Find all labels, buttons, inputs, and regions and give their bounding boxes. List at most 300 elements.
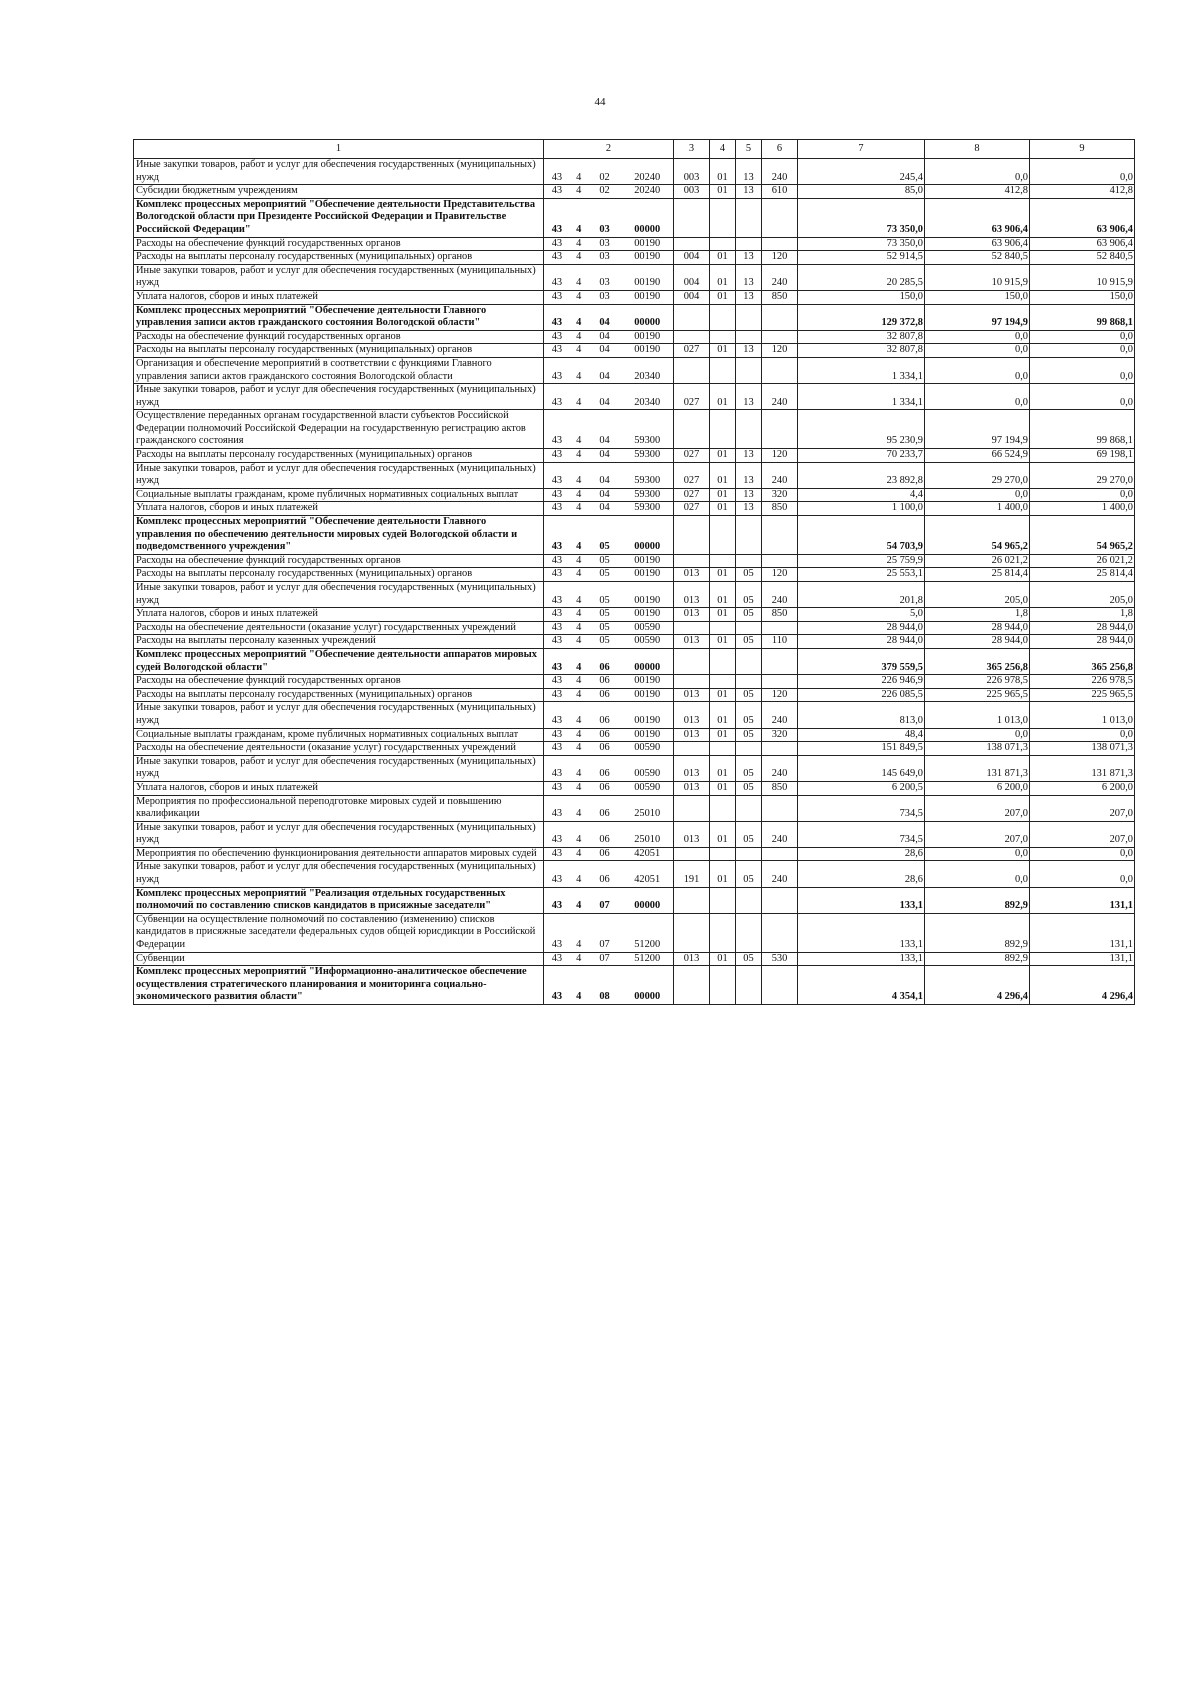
section-code	[710, 795, 736, 821]
program-code-part: 06	[599, 742, 610, 754]
program-code-part: 43	[551, 396, 563, 408]
amount-col9: 225 965,5	[1030, 688, 1135, 702]
table-row	[134, 462, 1135, 488]
table-row	[134, 344, 1135, 358]
row-name: Субсидии бюджетным учреждениям	[134, 185, 544, 199]
program-code-part: 4	[576, 661, 582, 673]
subsection-code	[736, 198, 762, 237]
program-code-part: 43	[551, 488, 563, 500]
program-code-part: 06	[599, 808, 610, 820]
expense-type-code	[762, 913, 798, 952]
section-code: 01	[710, 159, 736, 185]
amount-col8: 150,0	[925, 290, 1030, 304]
table-row	[134, 728, 1135, 742]
amount-col7: 734,5	[798, 821, 925, 847]
ministry-code: 027	[674, 449, 710, 463]
program-code	[544, 755, 674, 781]
column-header: 6	[762, 140, 798, 159]
section-code	[710, 887, 736, 913]
table-row	[134, 357, 1135, 383]
ministry-code	[674, 330, 710, 344]
table-row	[134, 568, 1135, 582]
amount-col8: 97 194,9	[925, 410, 1030, 449]
program-code-part: 4	[576, 396, 582, 408]
expense-type-code	[762, 357, 798, 383]
row-name: Иные закупки товаров, работ и услуг для обеспечения государственных (муниципальных) нужд	[134, 755, 544, 781]
program-code-part: 00190	[634, 728, 661, 740]
expense-type-code	[762, 795, 798, 821]
row-name: Расходы на выплаты персоналу государственных (муниципальных) органов	[134, 688, 544, 702]
program-code-part: 05	[599, 594, 610, 606]
expense-type-code	[762, 966, 798, 1005]
ministry-code: 013	[674, 755, 710, 781]
row-name: Уплата налогов, сборов и иных платежей	[134, 781, 544, 795]
amount-col9: 205,0	[1030, 582, 1135, 608]
program-code-part: 04	[599, 396, 610, 408]
program-code	[544, 821, 674, 847]
section-code	[710, 847, 736, 861]
program-code	[544, 410, 674, 449]
subsection-code	[736, 516, 762, 555]
amount-col8: 138 071,3	[925, 742, 1030, 756]
table-row	[134, 198, 1135, 237]
amount-col9: 0,0	[1030, 847, 1135, 861]
amount-col8: 412,8	[925, 185, 1030, 199]
program-code-part: 05	[599, 554, 610, 566]
subsection-code: 13	[736, 185, 762, 199]
expense-type-code: 120	[762, 688, 798, 702]
subsection-code	[736, 554, 762, 568]
amount-col7: 28 944,0	[798, 635, 925, 649]
table-row	[134, 410, 1135, 449]
program-code-part: 42051	[634, 847, 661, 859]
section-code	[710, 621, 736, 635]
ministry-code	[674, 966, 710, 1005]
program-code-part: 42051	[634, 874, 661, 886]
ministry-code: 013	[674, 608, 710, 622]
column-header: 4	[710, 140, 736, 159]
program-code-part: 43	[551, 502, 563, 514]
expense-type-code	[762, 887, 798, 913]
ministry-code: 027	[674, 384, 710, 410]
table-row	[134, 304, 1135, 330]
ministry-code: 027	[674, 344, 710, 358]
amount-col7: 32 807,8	[798, 344, 925, 358]
table-row	[134, 952, 1135, 966]
program-code	[544, 582, 674, 608]
expense-type-code: 240	[762, 582, 798, 608]
program-code-part: 03	[599, 290, 610, 302]
program-code-part: 25010	[634, 834, 661, 846]
program-code-part: 43	[551, 171, 563, 183]
program-code-part: 4	[576, 237, 582, 249]
table-row	[134, 913, 1135, 952]
ministry-code: 004	[674, 251, 710, 265]
amount-col7: 32 807,8	[798, 330, 925, 344]
program-code-part: 00000	[634, 900, 661, 912]
column-header: 7	[798, 140, 925, 159]
ministry-code: 013	[674, 582, 710, 608]
amount-col7: 85,0	[798, 185, 925, 199]
program-code-part: 00190	[634, 344, 661, 356]
ministry-code	[674, 554, 710, 568]
amount-col9: 99 868,1	[1030, 304, 1135, 330]
expense-type-code: 240	[762, 821, 798, 847]
subsection-code	[736, 330, 762, 344]
program-code-part: 04	[599, 370, 610, 382]
amount-col9: 131 871,3	[1030, 755, 1135, 781]
amount-col8: 1 013,0	[925, 702, 1030, 728]
program-code-part: 05	[599, 621, 610, 633]
subsection-code: 13	[736, 462, 762, 488]
program-code-part: 00190	[634, 714, 661, 726]
subsection-code: 13	[736, 290, 762, 304]
program-code	[544, 488, 674, 502]
amount-col9: 207,0	[1030, 821, 1135, 847]
row-name: Комплекс процессных мероприятий "Информационно-аналитическое обеспечение осуществления стратегического планирования и мониторинга социально-экономического развития области"	[134, 966, 544, 1005]
amount-col9: 25 814,4	[1030, 568, 1135, 582]
subsection-code: 05	[736, 688, 762, 702]
program-code-part: 06	[599, 834, 610, 846]
section-code	[710, 648, 736, 674]
amount-col8: 28 944,0	[925, 635, 1030, 649]
row-name: Расходы на обеспечение деятельности (оказание услуг) государственных учреждений	[134, 742, 544, 756]
expense-type-code	[762, 554, 798, 568]
section-code	[710, 237, 736, 251]
amount-col9: 131,1	[1030, 887, 1135, 913]
amount-col9: 412,8	[1030, 185, 1135, 199]
amount-col7: 4,4	[798, 488, 925, 502]
program-code	[544, 648, 674, 674]
amount-col9: 4 296,4	[1030, 966, 1135, 1005]
expense-type-code: 110	[762, 635, 798, 649]
section-code: 01	[710, 952, 736, 966]
subsection-code: 13	[736, 159, 762, 185]
amount-col9: 0,0	[1030, 357, 1135, 383]
program-code-part: 00190	[634, 251, 661, 263]
program-code	[544, 861, 674, 887]
row-name: Иные закупки товаров, работ и услуг для обеспечения государственных (муниципальных) нужд	[134, 821, 544, 847]
program-code	[544, 502, 674, 516]
program-code-part: 00000	[634, 223, 661, 235]
program-code-part: 00190	[634, 568, 661, 580]
amount-col8: 205,0	[925, 582, 1030, 608]
program-code	[544, 554, 674, 568]
subsection-code: 13	[736, 502, 762, 516]
program-code	[544, 742, 674, 756]
section-code: 01	[710, 702, 736, 728]
table-row	[134, 554, 1135, 568]
table-body	[134, 159, 1135, 1005]
amount-col8: 226 978,5	[925, 675, 1030, 689]
expense-type-code	[762, 198, 798, 237]
amount-col9: 207,0	[1030, 795, 1135, 821]
program-code-part: 00000	[634, 317, 661, 329]
program-code-part: 4	[576, 874, 582, 886]
row-name: Иные закупки товаров, работ и услуг для обеспечения государственных (муниципальных) нужд	[134, 264, 544, 290]
program-code-part: 43	[551, 608, 563, 620]
program-code	[544, 847, 674, 861]
row-name: Расходы на выплаты персоналу государственных (муниципальных) органов	[134, 251, 544, 265]
section-code: 01	[710, 251, 736, 265]
column-header: 3	[674, 140, 710, 159]
program-code	[544, 159, 674, 185]
subsection-code: 05	[736, 582, 762, 608]
section-code	[710, 516, 736, 555]
amount-col7: 54 703,9	[798, 516, 925, 555]
amount-col7: 151 849,5	[798, 742, 925, 756]
program-code-part: 43	[551, 621, 563, 633]
program-code-part: 03	[599, 277, 610, 289]
amount-col8: 1,8	[925, 608, 1030, 622]
amount-col8: 28 944,0	[925, 621, 1030, 635]
amount-col8: 0,0	[925, 847, 1030, 861]
expense-type-code	[762, 675, 798, 689]
ministry-code	[674, 675, 710, 689]
program-code	[544, 304, 674, 330]
amount-col9: 99 868,1	[1030, 410, 1135, 449]
subsection-code: 05	[736, 781, 762, 795]
amount-col9: 28 944,0	[1030, 635, 1135, 649]
program-code-part: 06	[599, 714, 610, 726]
row-name: Расходы на обеспечение функций государственных органов	[134, 554, 544, 568]
program-code-part: 43	[551, 661, 563, 673]
amount-col7: 150,0	[798, 290, 925, 304]
section-code: 01	[710, 568, 736, 582]
program-code-part: 04	[599, 488, 610, 500]
table-row	[134, 861, 1135, 887]
program-code-part: 43	[551, 714, 563, 726]
expense-type-code: 240	[762, 755, 798, 781]
program-code-part: 43	[551, 449, 563, 461]
program-code-part: 00190	[634, 608, 661, 620]
row-name: Расходы на выплаты персоналу государственных (муниципальных) органов	[134, 449, 544, 463]
amount-col9: 52 840,5	[1030, 251, 1135, 265]
program-code-part: 04	[599, 344, 610, 356]
section-code: 01	[710, 688, 736, 702]
program-code-part: 00590	[634, 742, 661, 754]
program-code-part: 43	[551, 900, 563, 912]
program-code	[544, 384, 674, 410]
amount-col9: 28 944,0	[1030, 621, 1135, 635]
subsection-code	[736, 913, 762, 952]
subsection-code	[736, 742, 762, 756]
row-name: Расходы на обеспечение функций государственных органов	[134, 675, 544, 689]
program-code-part: 4	[576, 185, 582, 197]
expense-type-code: 240	[762, 861, 798, 887]
program-code-part: 59300	[634, 502, 661, 514]
amount-col8: 26 021,2	[925, 554, 1030, 568]
section-code: 01	[710, 635, 736, 649]
row-name: Комплекс процессных мероприятий "Обеспечение деятельности Главного управления по обеспечению деятельности мировых судей Вологодской области и подведомственного учреждения"	[134, 516, 544, 555]
subsection-code: 05	[736, 728, 762, 742]
expense-type-code: 240	[762, 264, 798, 290]
amount-col7: 28 944,0	[798, 621, 925, 635]
row-name: Иные закупки товаров, работ и услуг для обеспечения государственных (муниципальных) нужд	[134, 384, 544, 410]
program-code-part: 00000	[634, 991, 661, 1003]
table-row	[134, 887, 1135, 913]
program-code-part: 00590	[634, 768, 661, 780]
amount-col8: 52 840,5	[925, 251, 1030, 265]
program-code-part: 43	[551, 251, 563, 263]
program-code-part: 4	[576, 449, 582, 461]
program-code-part: 25010	[634, 808, 661, 820]
program-code-part: 43	[551, 742, 563, 754]
program-code	[544, 237, 674, 251]
ministry-code: 013	[674, 781, 710, 795]
subsection-code	[736, 304, 762, 330]
subsection-code	[736, 237, 762, 251]
amount-col7: 23 892,8	[798, 462, 925, 488]
amount-col8: 207,0	[925, 795, 1030, 821]
subsection-code	[736, 847, 762, 861]
program-code-part: 06	[599, 768, 610, 780]
amount-col7: 1 100,0	[798, 502, 925, 516]
subsection-code: 13	[736, 449, 762, 463]
section-code: 01	[710, 502, 736, 516]
ministry-code: 027	[674, 488, 710, 502]
program-code-part: 06	[599, 874, 610, 886]
amount-col7: 129 372,8	[798, 304, 925, 330]
page-number: 44	[594, 96, 606, 108]
amount-col8: 131 871,3	[925, 755, 1030, 781]
expense-type-code: 120	[762, 251, 798, 265]
amount-col9: 0,0	[1030, 728, 1135, 742]
program-code-part: 04	[599, 330, 610, 342]
program-code-part: 06	[599, 781, 610, 793]
program-code-part: 20240	[634, 185, 661, 197]
program-code	[544, 516, 674, 555]
row-name: Комплекс процессных мероприятий "Обеспечение деятельности Главного управления записи актов гражданского состояния Вологодской области"	[134, 304, 544, 330]
table-row	[134, 675, 1135, 689]
amount-col9: 54 965,2	[1030, 516, 1135, 555]
ministry-code: 013	[674, 568, 710, 582]
amount-col7: 5,0	[798, 608, 925, 622]
amount-col7: 1 334,1	[798, 357, 925, 383]
program-code-part: 4	[576, 594, 582, 606]
program-code-part: 02	[599, 171, 610, 183]
program-code-part: 08	[599, 991, 610, 1003]
program-code-part: 00190	[634, 594, 661, 606]
program-code	[544, 264, 674, 290]
ministry-code: 004	[674, 290, 710, 304]
ministry-code	[674, 621, 710, 635]
amount-col8: 892,9	[925, 952, 1030, 966]
amount-col8: 0,0	[925, 159, 1030, 185]
program-code	[544, 449, 674, 463]
program-code-part: 43	[551, 290, 563, 302]
program-code	[544, 344, 674, 358]
subsection-code	[736, 966, 762, 1005]
ministry-code: 013	[674, 821, 710, 847]
expense-type-code: 240	[762, 384, 798, 410]
subsection-code	[736, 621, 762, 635]
section-code: 01	[710, 344, 736, 358]
row-name: Субвенции	[134, 952, 544, 966]
section-code	[710, 554, 736, 568]
row-name: Расходы на выплаты персоналу государственных (муниципальных) органов	[134, 344, 544, 358]
program-code-part: 4	[576, 781, 582, 793]
program-code-part: 43	[551, 237, 563, 249]
subsection-code: 13	[736, 251, 762, 265]
expense-type-code: 320	[762, 728, 798, 742]
table-row	[134, 635, 1135, 649]
program-code-part: 4	[576, 317, 582, 329]
program-code-part: 4	[576, 635, 582, 647]
section-code: 01	[710, 488, 736, 502]
program-code	[544, 795, 674, 821]
program-code-part: 4	[576, 847, 582, 859]
program-code-part: 4	[576, 808, 582, 820]
table-row	[134, 449, 1135, 463]
program-code-part: 04	[599, 449, 610, 461]
program-code-part: 03	[599, 223, 610, 235]
expense-type-code	[762, 847, 798, 861]
program-code-part: 4	[576, 330, 582, 342]
section-code: 01	[710, 264, 736, 290]
amount-col9: 63 906,4	[1030, 198, 1135, 237]
row-name: Расходы на выплаты персоналу казенных учреждений	[134, 635, 544, 649]
ministry-code: 027	[674, 502, 710, 516]
program-code-part: 43	[551, 939, 563, 951]
amount-col9: 0,0	[1030, 344, 1135, 358]
amount-col9: 1 013,0	[1030, 702, 1135, 728]
amount-col9: 226 978,5	[1030, 675, 1135, 689]
expense-type-code: 530	[762, 952, 798, 966]
subsection-code	[736, 675, 762, 689]
column-header: 9	[1030, 140, 1135, 159]
table-row	[134, 621, 1135, 635]
program-code-part: 51200	[634, 939, 661, 951]
program-code-part: 4	[576, 621, 582, 633]
table-row	[134, 237, 1135, 251]
program-code-part: 05	[599, 635, 610, 647]
program-code-part: 4	[576, 344, 582, 356]
section-code: 01	[710, 290, 736, 304]
program-code-part: 03	[599, 237, 610, 249]
amount-col8: 365 256,8	[925, 648, 1030, 674]
amount-col8: 29 270,0	[925, 462, 1030, 488]
table-row	[134, 159, 1135, 185]
amount-col8: 892,9	[925, 887, 1030, 913]
section-code	[710, 330, 736, 344]
program-code-part: 4	[576, 502, 582, 514]
row-name: Комплекс процессных мероприятий "Реализация отдельных государственных полномочий по составлению списков кандидатов в присяжные заседатели"	[134, 887, 544, 913]
amount-col7: 133,1	[798, 887, 925, 913]
ministry-code: 003	[674, 159, 710, 185]
subsection-code	[736, 887, 762, 913]
amount-col9: 69 198,1	[1030, 449, 1135, 463]
amount-col8: 892,9	[925, 913, 1030, 952]
program-code-part: 05	[599, 541, 610, 553]
ministry-code	[674, 795, 710, 821]
section-code	[710, 198, 736, 237]
program-code-part: 4	[576, 952, 582, 964]
subsection-code	[736, 410, 762, 449]
program-code	[544, 621, 674, 635]
amount-col7: 48,4	[798, 728, 925, 742]
amount-col7: 201,8	[798, 582, 925, 608]
subsection-code: 05	[736, 952, 762, 966]
table-row	[134, 688, 1135, 702]
section-code	[710, 357, 736, 383]
amount-col9: 0,0	[1030, 861, 1135, 887]
ministry-code: 003	[674, 185, 710, 199]
ministry-code	[674, 410, 710, 449]
expense-type-code: 850	[762, 502, 798, 516]
program-code	[544, 357, 674, 383]
subsection-code: 05	[736, 635, 762, 649]
